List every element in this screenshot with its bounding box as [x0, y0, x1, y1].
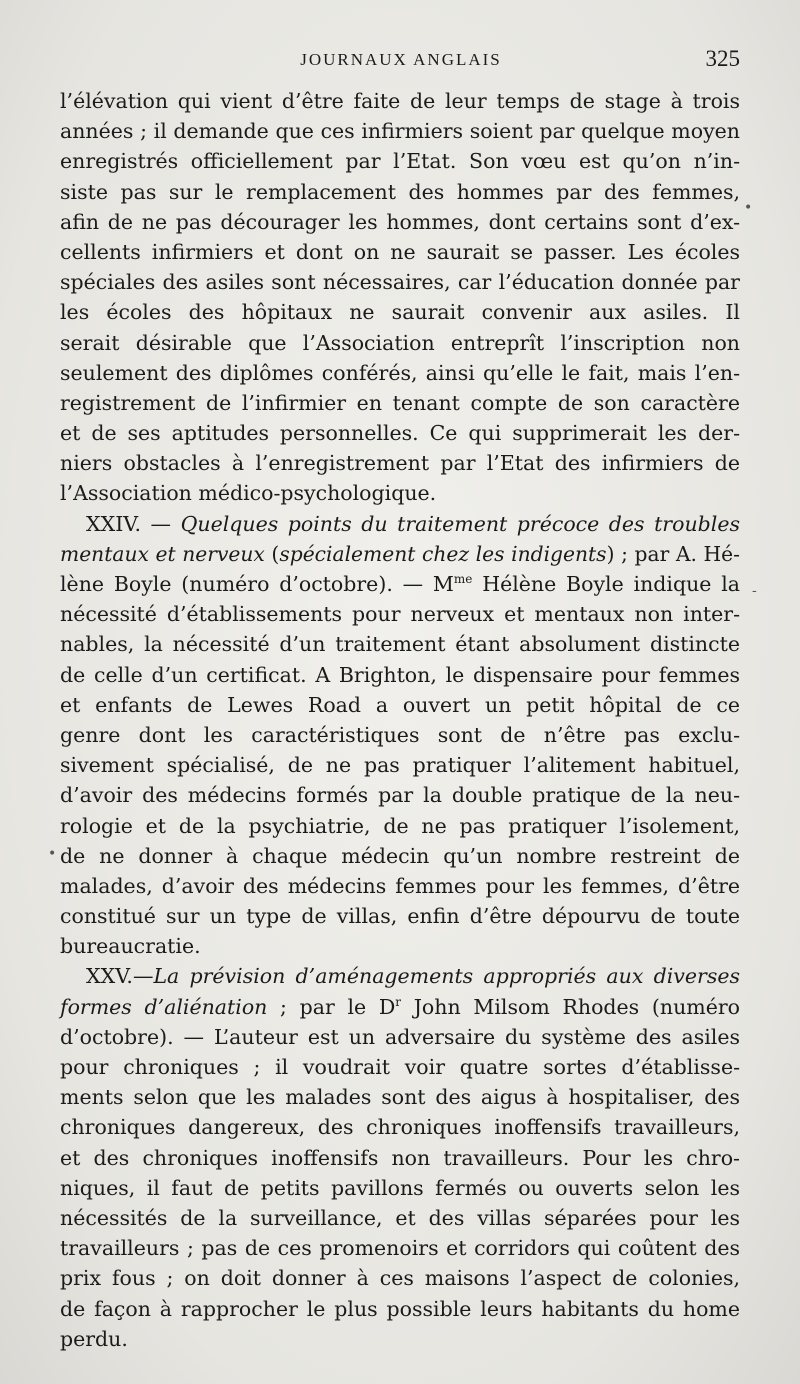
byline: ) ; par A. Hé-: [606, 541, 741, 566]
text-line: [60, 539, 740, 569]
text-line: années ; il demande que ces infirmiers soient par quelque moyen: [60, 119, 740, 144]
text-line: l’Association médico-psychologique.: [60, 481, 437, 506]
text-line: les écoles des hôpitaux ne saurait convenir aux asiles. Il: [60, 300, 740, 325]
text-line: malades, d’avoir des médecins femmes pour les femmes, d’être: [60, 873, 740, 898]
text-line: travailleurs ; pas de ces promenoirs et corridors qui coûtent des: [60, 1236, 740, 1261]
text-line: prix fous ; on doit donner à ces maisons l’aspect de colonies,: [60, 1266, 740, 1291]
article-title: mentaux et nerveux: [60, 541, 265, 566]
text-line: seulement des diplômes conférés, ainsi qu’elle le fait, mais l’en-: [60, 360, 740, 385]
text-line: nables, la nécessité d’un traitement étant absolument distincte: [60, 632, 740, 657]
text-line: ments selon que les malades sont des aigus à hospitaliser, des: [60, 1085, 740, 1110]
text-fragment: Hélène Boyle indique la: [472, 572, 740, 596]
article-title: La prévision d’aménagements appropriés aux diverses: [153, 964, 740, 989]
text-line: enregistrés officiellement par l’Etat. Son vœu est qu’on n’in-: [60, 149, 740, 174]
text-line: de ne donner à chaque médecin qu’un nombre restreint de: [60, 843, 740, 868]
article-title: spécialement chez les indigents: [279, 541, 607, 566]
text-line: constitué sur un type de villas, enfin d’être dépourvu de toute: [60, 904, 740, 929]
superscript: r: [395, 994, 402, 1009]
text-line: niers obstacles à l’enregistrement par l’Etat des infirmiers de: [60, 451, 740, 476]
text-line: nécessités de la surveillance, et des villas séparées pour les: [60, 1205, 740, 1230]
article-title: formes d’aliénation: [60, 994, 268, 1019]
text-line: d’avoir des médecins formés par la double pratique de la neu-: [60, 783, 740, 808]
text-line: perdu.: [60, 1326, 128, 1351]
heading-dash: —: [132, 964, 154, 989]
paragraph-intro: [60, 86, 740, 509]
section-numeral: XXIV.: [86, 511, 142, 536]
text-line: nécessité d’établissements pour nerveux et mentaux non inter-: [60, 602, 740, 627]
text-line: niques, il faut de petits pavillons fermés ou ouverts selon les: [60, 1175, 740, 1200]
page-number: 325: [705, 46, 740, 71]
text-line: siste pas sur le remplacement des hommes par des femmes,: [60, 179, 740, 204]
superscript: me: [453, 572, 473, 587]
margin-dash-mark: -: [752, 583, 757, 599]
text-line: serait désirable que l’Association entreprît l’inscription non: [60, 330, 740, 355]
running-head: [62, 46, 740, 76]
text-line: l’élévation qui vient d’être faite de leur temps de stage à trois: [60, 89, 740, 113]
text-line: et de ses aptitudes personnelles. Ce qui supprimerait les der-: [60, 421, 740, 446]
text-line: cellents infirmiers et dont on ne saurait se passer. Les écoles: [60, 239, 740, 264]
text-line: [60, 992, 740, 1022]
text-line: sivement spécialisé, de ne pas pratiquer l’alitement habituel,: [60, 753, 740, 778]
text-line: et enfants de Lewes Road a ouvert un petit hôpital de ce: [60, 692, 740, 717]
section-heading-line: [60, 961, 740, 991]
text-line: pour chroniques ; il voudrait voir quatre sortes d’établisse-: [60, 1055, 740, 1079]
text-line: de façon à rapprocher le plus possible leurs habitants du home: [60, 1296, 740, 1321]
margin-dot-mark-left: •: [48, 846, 57, 862]
running-title: JOURNAUX ANGLAIS: [300, 50, 502, 69]
text-line: d’octobre). — L’auteur est un adversaire du système des asiles: [60, 1024, 740, 1049]
text-line: afin de ne pas décourager les hommes, dont certains sont d’ex-: [60, 209, 740, 234]
text-fragment: John Milsom Rhodes (numéro: [401, 994, 740, 1019]
text-line: genre dont les caractéristiques sont de n’être pas exclu-: [60, 722, 740, 747]
text-line: [60, 569, 740, 599]
body-text: [60, 86, 740, 1354]
text-fragment: ; par le D: [267, 994, 396, 1019]
article-title: Quelques points du traitement précoce des troubles: [180, 511, 740, 536]
text-line: de celle d’un certificat. A Brighton, le dispensaire pour femmes: [60, 662, 740, 687]
text-line: bureaucratie.: [60, 934, 201, 959]
text-line: et des chroniques inoffensifs non travailleurs. Pour les chro-: [60, 1145, 740, 1170]
section-xxv: [60, 961, 740, 1353]
section-numeral: XXV.: [86, 964, 133, 989]
text-line: rologie et de la psychiatrie, de ne pas pratiquer l’isolement,: [60, 813, 740, 838]
section-heading-line: [60, 509, 740, 539]
text-line: spéciales des asiles sont nécessaires, car l’éducation donnée par: [60, 270, 740, 295]
text-line: registrement de l’infirmier en tenant compte de son caractère: [60, 390, 740, 415]
text-fragment: lène Boyle (numéro d’octobre). — M: [60, 572, 454, 596]
text-line: chroniques dangereux, des chroniques inoffensifs travailleurs,: [60, 1115, 740, 1140]
heading-dash: —: [141, 511, 181, 536]
paren: (: [264, 541, 280, 566]
section-xxiv: [60, 509, 740, 962]
margin-dot-mark: •: [744, 200, 753, 216]
